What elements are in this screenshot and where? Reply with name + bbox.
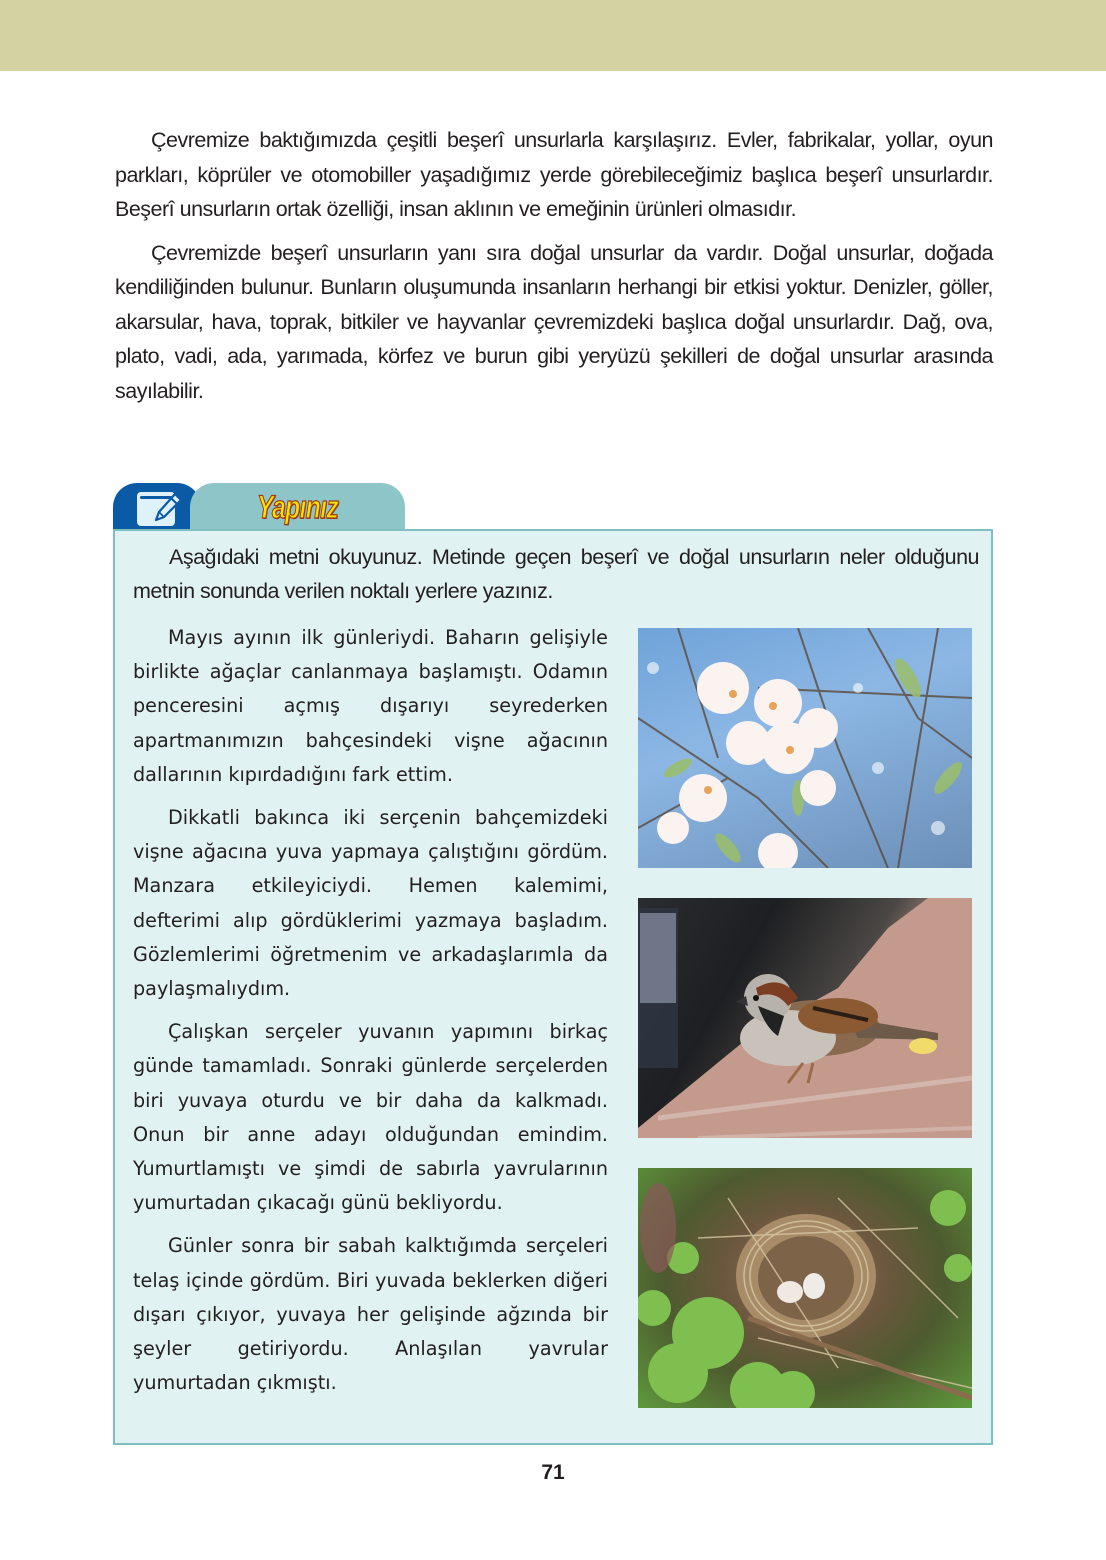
pencil-icon	[151, 491, 185, 525]
photo-cherry-blossom	[638, 628, 972, 868]
intro-paragraph: Çevremize baktığımızda çeşitli beşerî unsurlarla karşılaşırız. Evler, fabrikalar, yollar, oyun parkları, köprüler ve otomobiller yaşadığımız yerde görebileceğimiz başlıca beşerî unsurlardır. Beşerî unsurların ortak özelliği, insan aklının ve emeğinin ürünleri olmasıdır.	[115, 128, 993, 221]
story-paragraph: Mayıs ayının ilk günleriydi. Baharın gelişiyle birlikte ağaçlar canlanmaya başlamıştı. Odamın penceresini açmış dışarıyı seyrederken apartmanımızın bahçesindeki vişne ağacının dallarının kıpırdadığını fark ettim.	[133, 626, 608, 786]
instruction-text: Aşağıdaki metni okuyunuz. Metinde geçen beşerî ve doğal unsurların neler olduğunu metnin sonunda verilen noktalı yerlere yazınız.	[133, 545, 979, 603]
header-band	[0, 0, 1106, 71]
activity-title: Yapınız	[257, 489, 338, 525]
page-number: 71	[541, 1461, 565, 1484]
activity-box	[113, 529, 993, 1445]
photo-sparrow	[638, 898, 972, 1138]
intro-text	[115, 123, 993, 417]
intro-paragraph: Çevremizde beşerî unsurların yanı sıra doğal unsurlar da vardır. Doğal unsurlar, doğada kendiliğinden bulunur. Bunların oluşumunda insanların herhangi bir etkisi yoktur. Denizler, göller, akarsular, hava, toprak, bitkiler ve hayvanlar çevremizdeki başlıca doğal unsurlardır. Dağ, ova, plato, vadi, ada, yarımada, körfez ve burun gibi yeryüzü şekilleri de doğal unsurlar arasında sayılabilir.	[115, 240, 993, 403]
story-text	[133, 621, 608, 1409]
activity-title-tab	[190, 483, 405, 530]
activity-instruction	[133, 540, 979, 608]
story-paragraph: Günler sonra bir sabah kalktığımda serçeleri telaş içinde gördüm. Biri yuvada beklerken diğeri dışarı çıkıyor, yuvaya her gelişinde ağzında bir şeyler getiriyordu. Anlaşılan yavrular yumurtadan çıkmıştı.	[133, 1234, 608, 1395]
activity-icon-tab	[113, 483, 201, 530]
story-paragraph: Çalışkan serçeler yuvanın yapımını birkaç günde tamamladı. Sonraki günlerde serçelerden biri yuvaya oturdu ve bir daha da kalkmadı. Onun bir anne adayı olduğundan emindim. Yumurtlamıştı ve şimdi de sabırla yavrularının yumurtadan çıkacağı günü bekliyordu.	[133, 1020, 608, 1215]
photo-nest-with-eggs	[638, 1168, 972, 1408]
story-paragraph: Dikkatli bakınca iki serçenin bahçemizdeki vişne ağacına yuva yapmaya çalıştığını gördüm. Manzara etkileyiciydi. Hemen kalemimi, defterimi alıp gördüklerimi yazmaya başladım. Gözlemlerimi öğretmenim ve arkadaşlarımla da paylaşmalıydım.	[133, 806, 608, 1001]
